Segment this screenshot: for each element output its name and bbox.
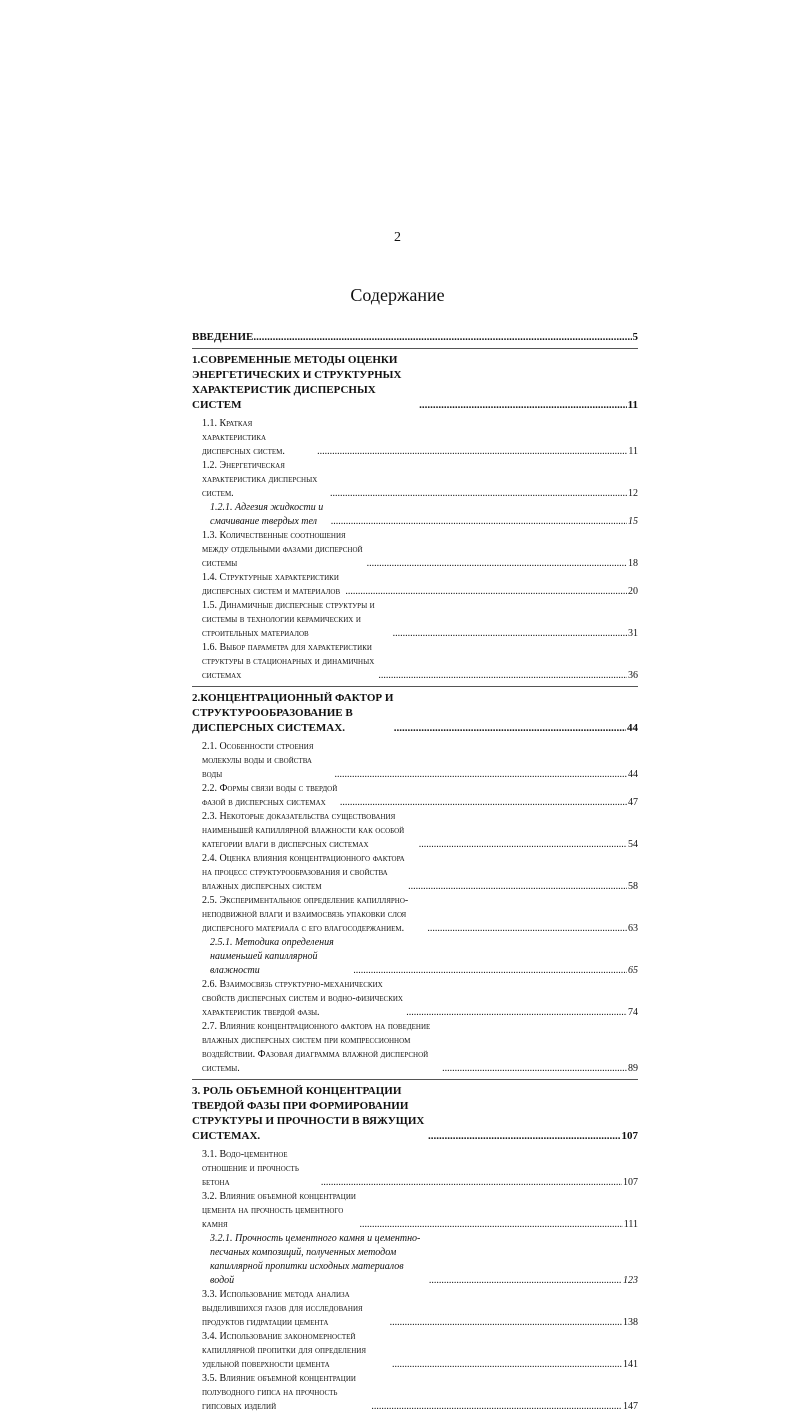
- table-of-contents: [192, 330, 638, 1414]
- toc-title: Содержание: [350, 285, 445, 305]
- toc-entry: 2.2. Формы связи воды с твердой фазой в дисперсных системах ..... 47: [192, 782, 638, 810]
- toc-entry: 3.1. Водо-цементное отношение и прочность бетона ..... 107: [192, 1148, 638, 1190]
- toc-entry: 3.3. Использование метода анализа выделившихся газов для исследования продуктов гидратации цемента ..... 138: [192, 1288, 638, 1330]
- toc-entry: 3.4. Использование закономерностей капиллярной пропитки для определения удельной поверхности цемента ..... 141: [192, 1330, 638, 1372]
- toc-entry: 1.4. Структурные характеристики дисперсных систем и материалов ..... 20: [192, 571, 638, 599]
- divider: [192, 348, 638, 349]
- toc-entry: ВВЕДЕНИЕ ..... 5: [192, 330, 638, 345]
- toc-entry: 1.2.1. Адгезия жидкости и смачивание твердых тел ..... 15: [192, 501, 638, 529]
- toc-entry: 3.2.1. Прочность цементного камня и цементно-песчаных композиций, полученных методом капиллярной пропитки исходных материалов водой ..... 123: [192, 1232, 638, 1288]
- toc-entry: 2.4. Оценка влияния концентрационного фактора на процесс структурообразования и свойства влажных дисперсных систем ..... 58: [192, 852, 638, 894]
- toc-entry: 3.5. Влияние объемной концентрации полуводного гипса на прочность гипсовых изделий ..... 147: [192, 1372, 638, 1414]
- toc-entry: 2.5.1. Методика определения наименьшей капиллярной влажности ..... 65: [192, 936, 638, 978]
- toc-entry: 1.3. Количественные соотношения между отдельными фазами дисперсной системы ..... 18: [192, 529, 638, 571]
- toc-entry: 2.1. Особенности строения молекулы воды и свойства воды ..... 44: [192, 740, 638, 782]
- toc-entry: 2.КОНЦЕНТРАЦИОННЫЙ ФАКТОР И СТРУКТУРООБРАЗОВАНИЕ В ДИСПЕРСНЫХ СИСТЕМАХ. ..... 44: [192, 691, 638, 736]
- toc-entry: 1.СОВРЕМЕННЫЕ МЕТОДЫ ОЦЕНКИ ЭНЕРГЕТИЧЕСКИХ И СТРУКТУРНЫХ ХАРАКТЕРИСТИК ДИСПЕРСНЫХ СИСТЕМ ..... 11: [192, 353, 638, 413]
- toc-entry: 1.5. Динамичные дисперсные структуры и системы в технологии керамических и строительных материалов ..... 31: [192, 599, 638, 641]
- page-number: 2: [394, 230, 401, 245]
- toc-entry: 1.6. Выбор параметра для характеристики структуры в стационарных и динамичных системах ..... 36: [192, 641, 638, 683]
- toc-entry: 2.3. Некоторые доказательства существования наименьшей капиллярной влажности как особой категории влаги в дисперсных системах ..... 54: [192, 810, 638, 852]
- toc-entry: 2.6. Взаимосвязь структурно-механических свойств дисперсных систем и водно-физических характеристик твердой фазы. ..... 74: [192, 978, 638, 1020]
- toc-entry: 3.2. Влияние объемной концентрации цемента на прочность цементного камня ..... 111: [192, 1190, 638, 1232]
- toc-entry: 2.5. Экспериментальное определение капиллярно-неподвижной влаги и взаимосвязь упаковки слоя дисперсного материала с его влагосодержанием. ..... 63: [192, 894, 638, 936]
- toc-entry: 1.2. Энергетическая характеристика дисперсных систем. ..... 12: [192, 459, 638, 501]
- toc-entry: 2.7. Влияние концентрационного фактора на поведение влажных дисперсных систем при компрессионном воздействии. Фазовая диаграмма влажной дисперсной системы. ..... 89: [192, 1020, 638, 1076]
- divider: [192, 1079, 638, 1080]
- divider: [192, 686, 638, 687]
- toc-entry: 1.1. Краткая характеристика дисперсных систем. ..... 11: [192, 417, 638, 459]
- toc-entry: 3. РОЛЬ ОБЪЕМНОЙ КОНЦЕНТРАЦИИ ТВЕРДОЙ ФАЗЫ ПРИ ФОРМИРОВАНИИ СТРУКТУРЫ И ПРОЧНОСТИ В ВЯЖУЩИХ СИСТЕМАХ. ..... 107: [192, 1084, 638, 1144]
